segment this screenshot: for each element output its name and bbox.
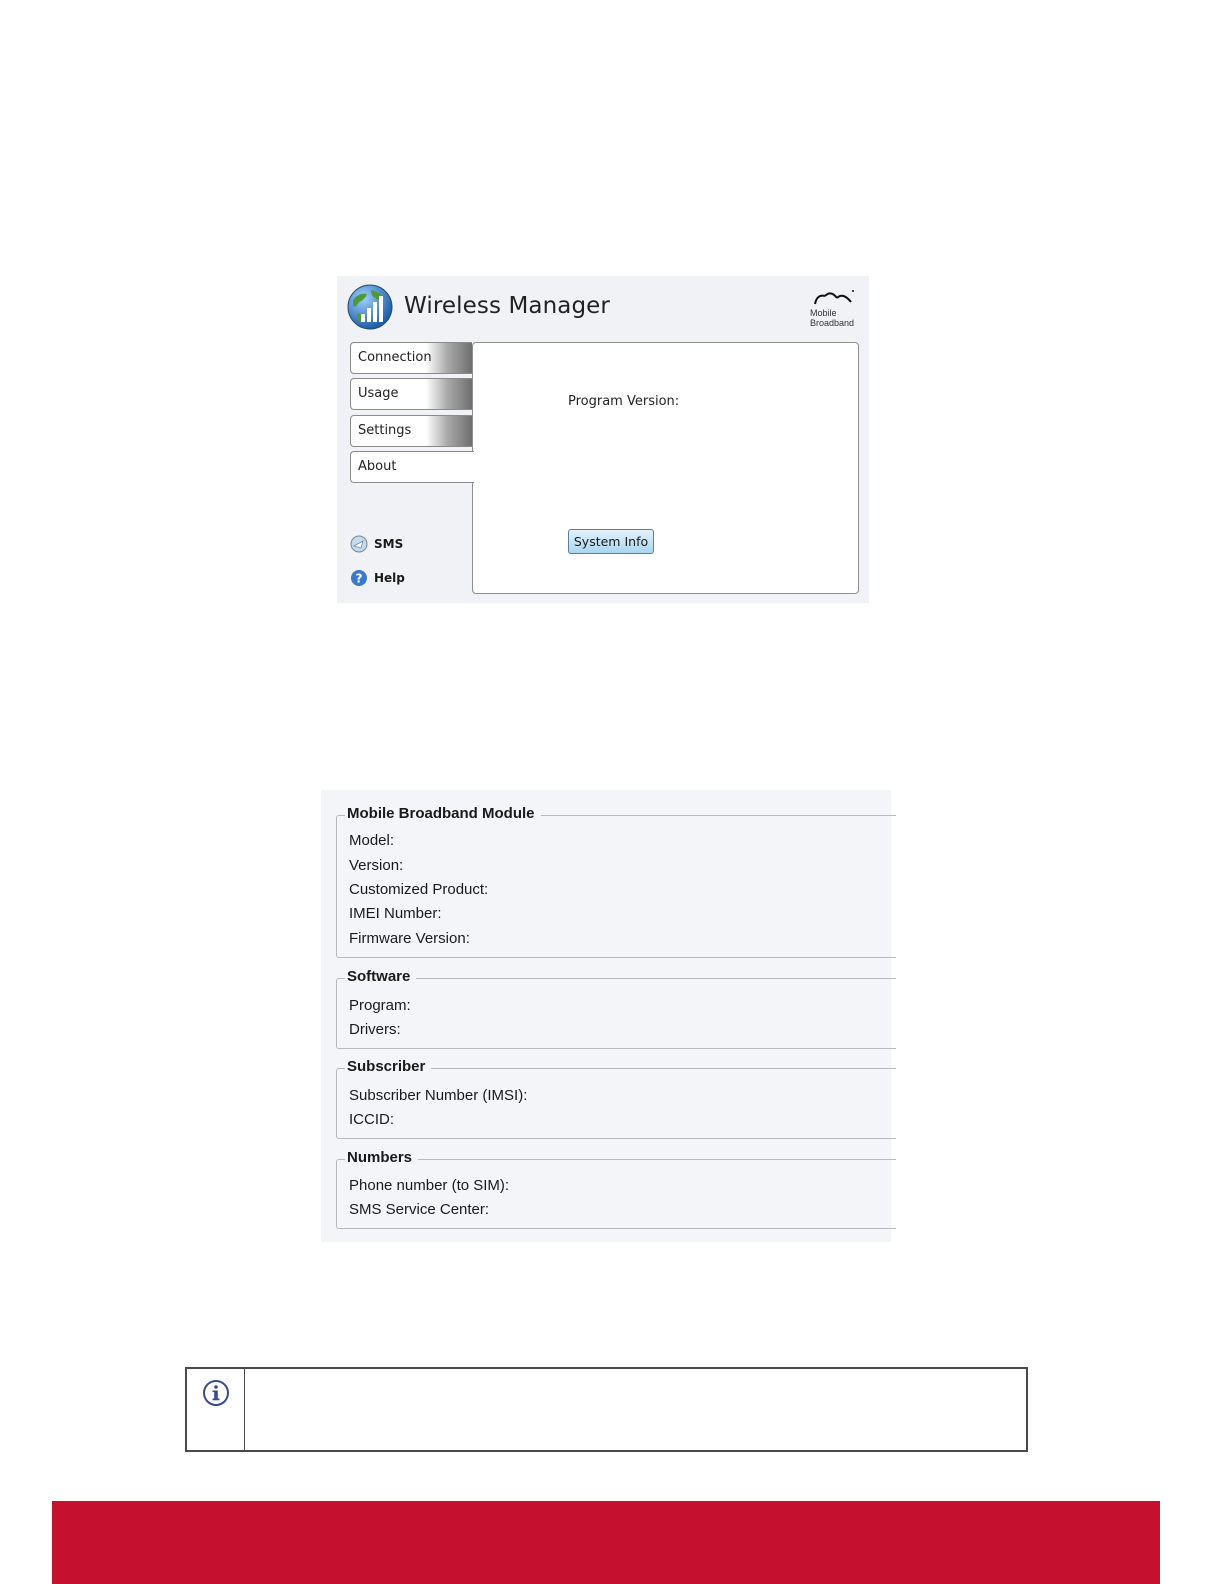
program-version-label: Program Version: <box>568 394 680 409</box>
sms-icon <box>350 535 368 553</box>
group-software <box>336 968 896 1049</box>
system-info-screenshot <box>321 790 891 1242</box>
note-divider <box>244 1369 245 1450</box>
tab-label: Settings <box>358 423 412 438</box>
wireless-manager-screenshot <box>337 276 869 603</box>
help-label: Help <box>374 571 405 585</box>
brand-line-1: Mobile <box>810 308 837 318</box>
group-title: Mobile Broadband Module <box>345 805 541 822</box>
field-label: Version: <box>349 857 404 874</box>
svg-text:?: ? <box>355 571 363 586</box>
field-label: Drivers: <box>349 1021 401 1038</box>
group-title: Software <box>345 968 416 985</box>
group-subscriber <box>336 1058 896 1139</box>
field-label: Subscriber Number (IMSI): <box>349 1087 528 1104</box>
group-mobile-broadband-module <box>336 805 896 958</box>
brand-text <box>810 308 854 328</box>
sms-label: SMS <box>374 537 404 551</box>
field-label: Model: <box>349 832 395 849</box>
field-label: Firmware Version: <box>349 930 470 947</box>
field-label: SMS Service Center: <box>349 1201 490 1218</box>
brand-line-2: Broadband <box>810 318 855 328</box>
field-label: Program: <box>349 997 411 1014</box>
tab-about[interactable] <box>350 451 474 483</box>
tab-label: Usage <box>358 386 399 401</box>
tab-label: About <box>358 459 397 474</box>
sms-link[interactable] <box>350 535 403 553</box>
globe-signal-icon <box>347 284 393 330</box>
help-link[interactable] <box>350 569 405 587</box>
note-box <box>185 1367 1028 1452</box>
footer-bar <box>52 1501 1160 1584</box>
tab-usage[interactable] <box>350 378 472 410</box>
app-title: Wireless Manager <box>404 293 610 319</box>
info-icon <box>202 1379 230 1407</box>
help-icon <box>350 569 368 587</box>
field-label: ICCID: <box>349 1111 394 1128</box>
about-panel <box>472 342 859 594</box>
field-label: IMEI Number: <box>349 905 442 922</box>
tab-connection[interactable] <box>350 342 472 374</box>
field-label: Customized Product: <box>349 881 489 898</box>
group-title: Subscriber <box>345 1058 431 1075</box>
group-numbers <box>336 1149 896 1229</box>
field-label: Phone number (to SIM): <box>349 1177 510 1194</box>
tab-label: Connection <box>358 350 432 365</box>
group-title: Numbers <box>345 1149 418 1166</box>
tab-settings[interactable] <box>350 415 472 447</box>
footer-link-underline[interactable] <box>124 1559 267 1560</box>
system-info-button[interactable]: System Info <box>568 529 654 554</box>
